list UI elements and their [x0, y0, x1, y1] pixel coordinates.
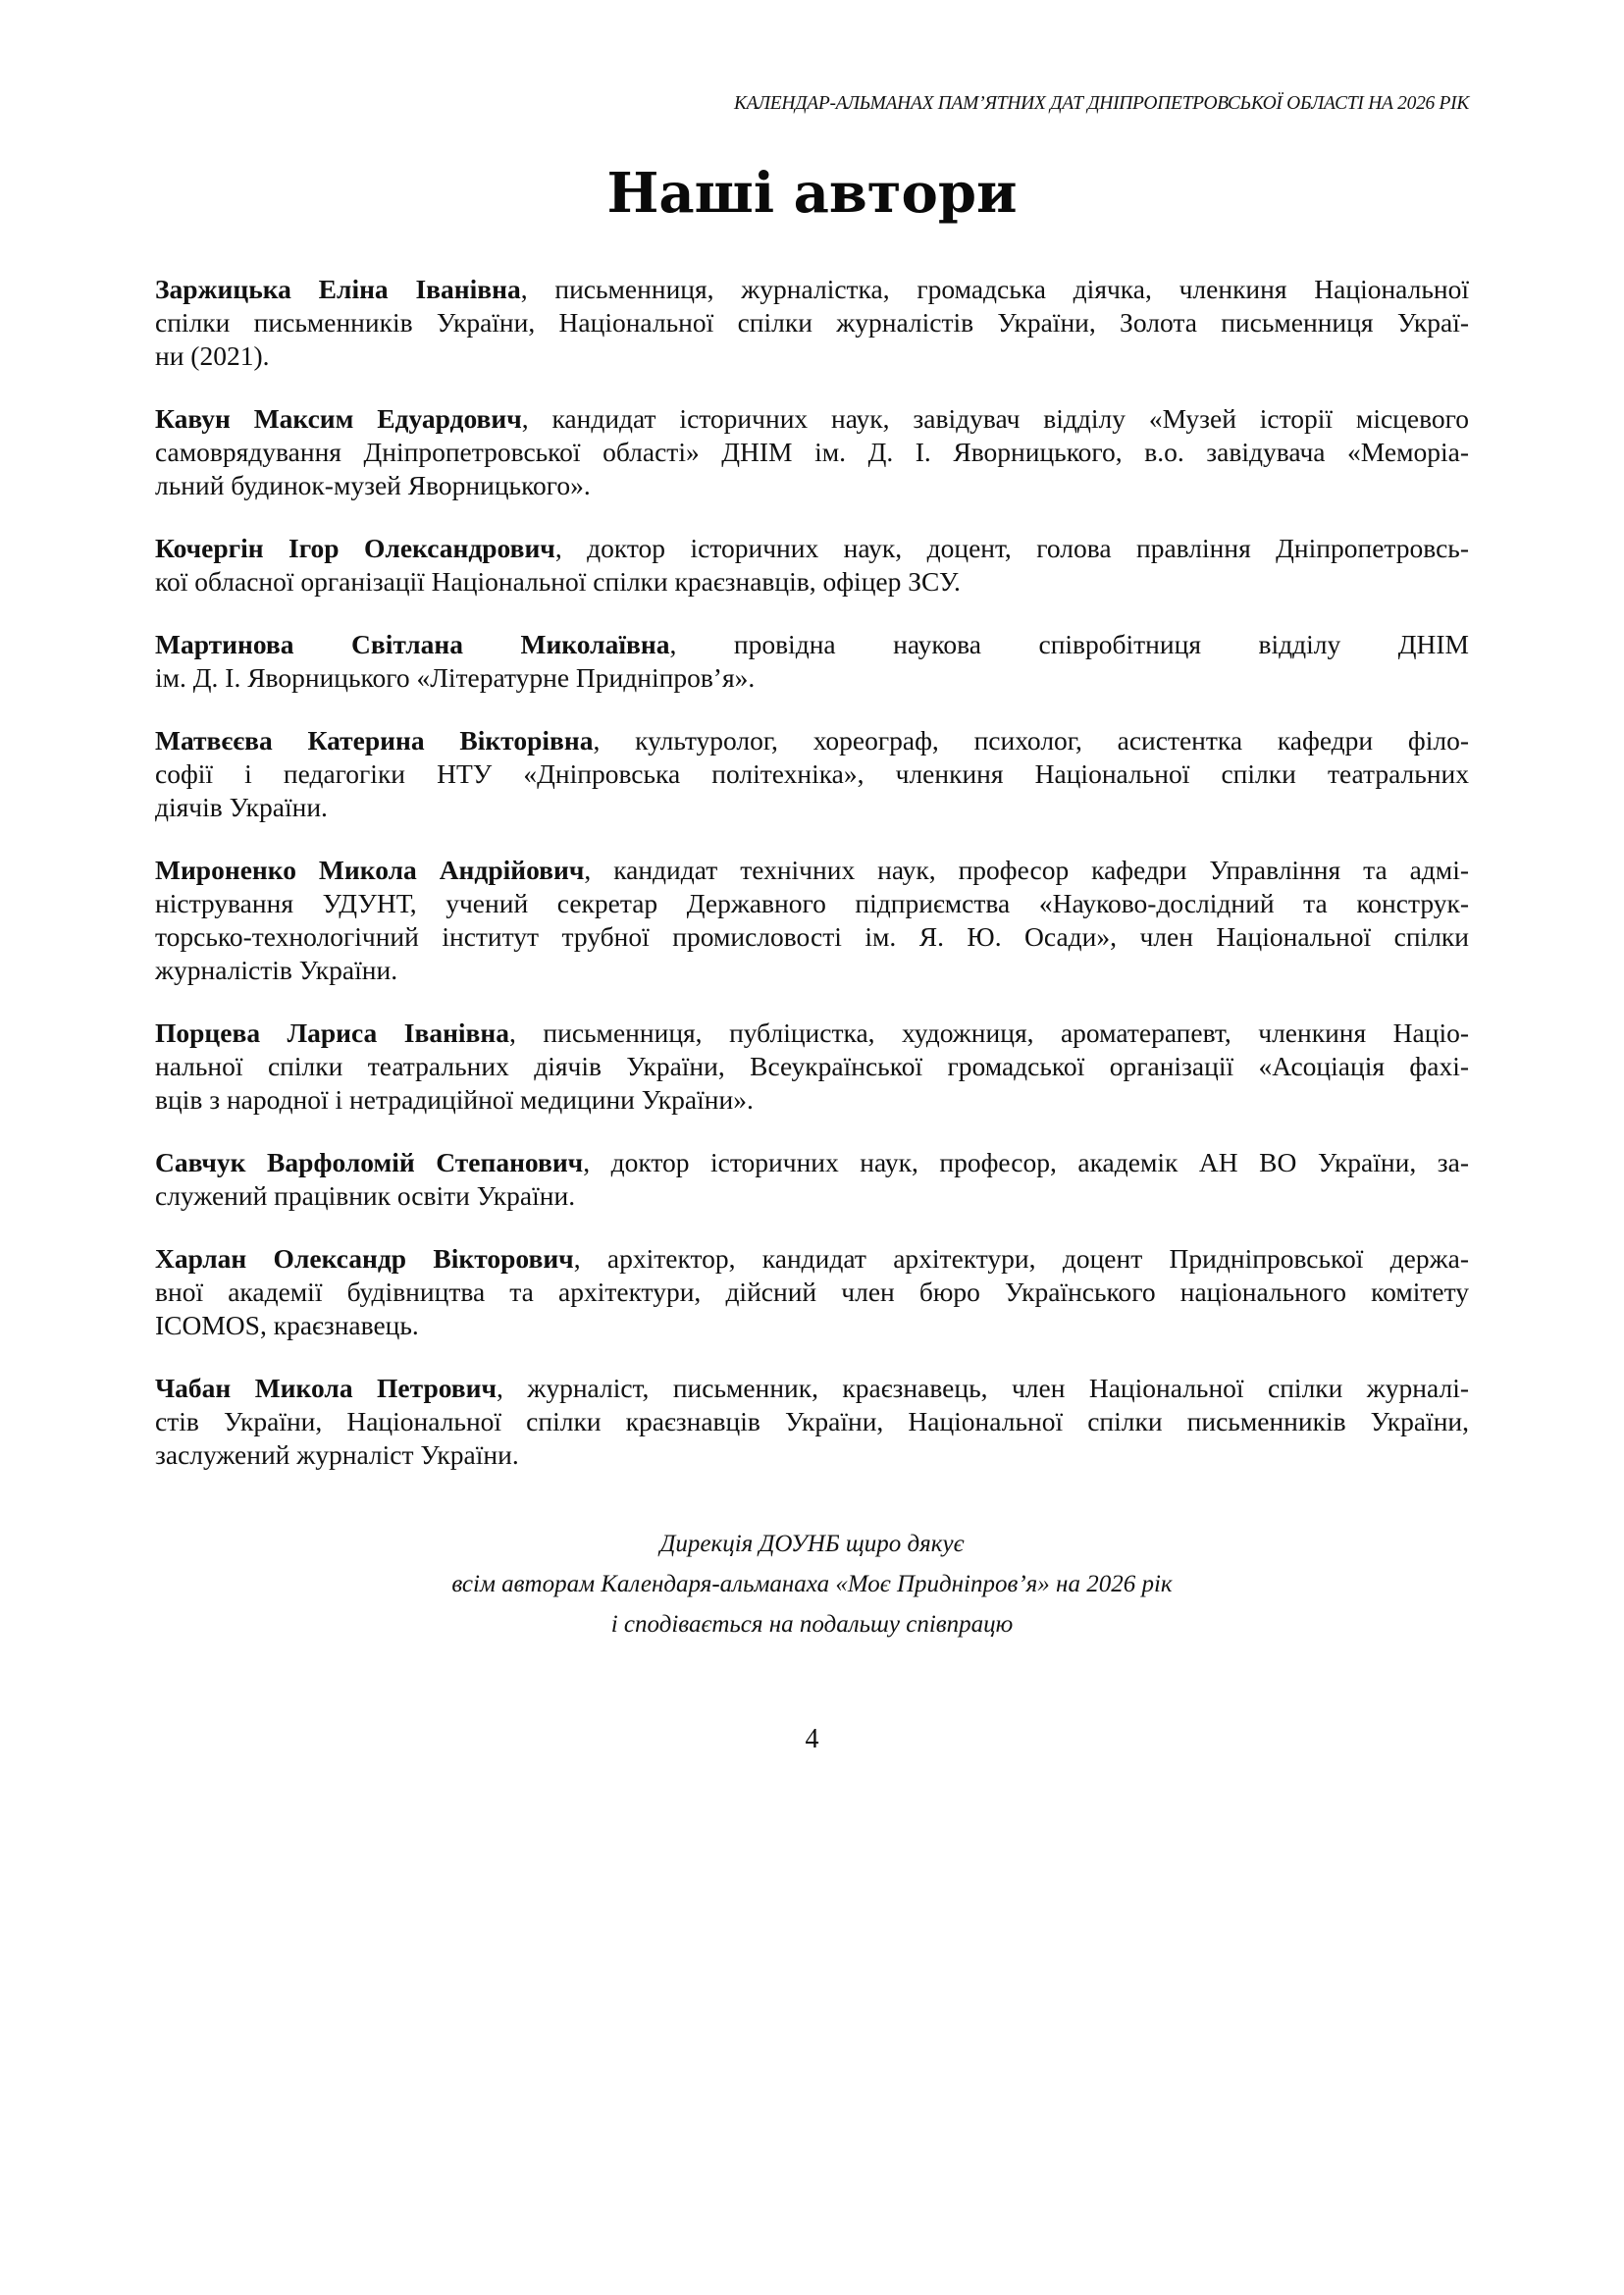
author-name: Заржицька Еліна Іванівна: [155, 274, 521, 304]
author-text-line: [155, 532, 1469, 565]
author-description: , архітектор, кандидат архітектури, доцент Придніпровської держа-: [573, 1243, 1469, 1274]
author-description: ім. Д. І. Яворницького «Літературне Придніпров’я».: [155, 662, 756, 693]
author-text-line: [155, 661, 1469, 695]
author-name: Кочергін Ігор Олександрович: [155, 533, 555, 563]
author-text-line: [155, 1242, 1469, 1276]
author-description: , культуролог, хореограф, психолог, асистентка кафедри філо-: [593, 725, 1469, 756]
author-text-line: [155, 1372, 1469, 1405]
author-description: , письменниця, публіцистка, художниця, ароматерапевт, членкиня Націо-: [509, 1017, 1469, 1048]
author-description: заслужений журналіст України.: [155, 1439, 519, 1470]
author-text-line: [155, 887, 1469, 920]
author-description: , журналіст, письменник, краєзнавець, член Національної спілки журналі-: [497, 1373, 1469, 1403]
author-text-line: [155, 1050, 1469, 1083]
author-entry: [155, 1146, 1469, 1213]
author-entry: [155, 854, 1469, 987]
author-name: Порцева Лариса Іванівна: [155, 1017, 509, 1048]
author-description: , письменниця, журналістка, громадська діячка, членкиня Національної: [520, 274, 1469, 304]
author-description: спілки письменників України, Національної спілки журналістів України, Золота письменниця Украї-: [155, 307, 1469, 338]
author-text-line: [155, 724, 1469, 757]
author-description: стів України, Національної спілки краєзнавців України, Національної спілки письменників України,: [155, 1406, 1469, 1436]
author-text-line: [155, 469, 1469, 502]
author-description: вної академії будівництва та архітектури, дійсний член бюро Українського національного комітету: [155, 1277, 1469, 1307]
author-text-line: [155, 954, 1469, 987]
author-entry: [155, 1372, 1469, 1472]
author-entry: [155, 402, 1469, 502]
author-description: , доктор історичних наук, доцент, голова правління Дніпропетровсь-: [554, 533, 1469, 563]
author-description: самоврядування Дніпропетровської області» ДНІМ ім. Д. І. Яворницького, в.о. завідувача «Меморіа-: [155, 437, 1469, 467]
author-text-line: [155, 339, 1469, 373]
author-text-line: [155, 1017, 1469, 1050]
author-text-line: [155, 402, 1469, 436]
closing-acknowledgement: [0, 1524, 1624, 1644]
author-name: Кавун Максим Едуардович: [155, 403, 522, 434]
page-number: 4: [805, 1724, 819, 1754]
author-text-line: [155, 920, 1469, 954]
author-text-line: [155, 1276, 1469, 1309]
author-name: Мартинова Світлана Миколаївна: [155, 629, 670, 659]
author-name: Савчук Варфоломій Степанович: [155, 1147, 584, 1177]
author-text-line: [155, 757, 1469, 791]
authors-list: [155, 273, 1469, 1501]
author-text-line: [155, 1438, 1469, 1472]
author-name: Чабан Микола Петрович: [155, 1373, 498, 1403]
author-description: ICOMOS, краєзнавець.: [155, 1310, 419, 1340]
author-text-line: [155, 273, 1469, 306]
closing-line: всім авторам Календаря-альманаха «Моє Придніпров’я» на 2026 рік: [451, 1571, 1173, 1597]
author-text-line: [155, 1405, 1469, 1438]
running-header: КАЛЕНДАР-АЛЬМАНАХ ПАМ’ЯТНИХ ДАТ ДНІПРОПЕТРОВСЬКОЇ ОБЛАСТІ НА 2026 РІК: [733, 93, 1469, 114]
author-entry: [155, 1017, 1469, 1117]
author-entry: [155, 724, 1469, 824]
author-text-line: [155, 1146, 1469, 1179]
author-description: , кандидат історичних наук, завідувач відділу «Музей історії місцевого: [521, 403, 1469, 434]
author-description: торсько-технологічний інститут трубної промисловості ім. Я. Ю. Осади», член Національної спілки: [155, 921, 1469, 952]
author-description: нальної спілки театральних діячів України, Всеукраїнської громадської організації «Асоціація фахі-: [155, 1051, 1469, 1081]
author-text-line: [155, 1309, 1469, 1342]
author-description: , провідна наукова співробітниця відділу ДНІМ: [669, 629, 1469, 659]
author-text-line: [155, 1083, 1469, 1117]
author-description: служений працівник освіти України.: [155, 1180, 576, 1211]
closing-line: і сподівається на подальшу співпрацю: [610, 1611, 1014, 1638]
closing-line: Дирекція ДОУНБ щиро дякує: [659, 1531, 965, 1557]
author-description: ни (2021).: [155, 340, 270, 371]
author-text-line: [155, 628, 1469, 661]
author-entry: [155, 628, 1469, 695]
author-entry: [155, 532, 1469, 599]
author-text-line: [155, 854, 1469, 887]
author-name: Харлан Олександр Вікторович: [155, 1243, 574, 1274]
author-description: , кандидат технічних наук, професор кафедри Управління та адмі-: [584, 855, 1469, 885]
author-description: ністрування УДУНТ, учений секретар Державного підприємства «Науково-дослідний та конструк-: [155, 888, 1469, 918]
author-entry: [155, 273, 1469, 373]
author-text-line: [155, 306, 1469, 339]
author-description: софії і педагогіки НТУ «Дніпровська політехніка», членкиня Національної спілки театральних: [155, 758, 1469, 789]
author-text-line: [155, 791, 1469, 824]
author-description: кої обласної організації Національної спілки краєзнавців, офіцер ЗСУ.: [155, 566, 961, 597]
author-text-line: [155, 1179, 1469, 1213]
author-text-line: [155, 436, 1469, 469]
author-entry: [155, 1242, 1469, 1342]
page-title: Наші автори: [606, 161, 1018, 226]
author-description: , доктор історичних наук, професор, академік АН ВО України, за-: [583, 1147, 1469, 1177]
author-description: льний будинок-музей Яворницького».: [155, 470, 591, 500]
author-name: Матвєєва Катерина Вікторівна: [155, 725, 594, 756]
author-text-line: [155, 565, 1469, 599]
author-description: журналістів України.: [155, 955, 398, 985]
author-name: Мироненко Микола Андрійович: [155, 855, 585, 885]
author-description: діячів України.: [155, 792, 328, 822]
author-description: вців з народної і нетрадиційної медицини України».: [155, 1084, 754, 1115]
